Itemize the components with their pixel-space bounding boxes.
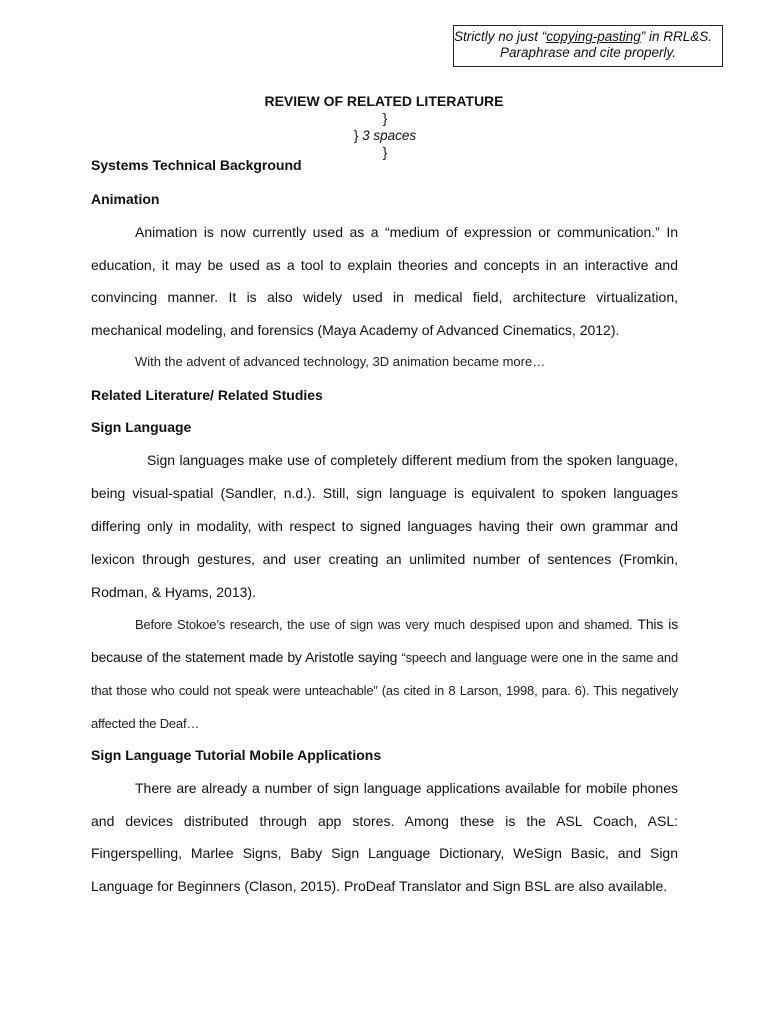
page-title: REVIEW OF RELATED LITERATURE — [264, 93, 504, 109]
heading-systems-background: Systems Technical Background — [91, 157, 302, 173]
instruction-note-box — [453, 25, 723, 67]
paragraph-apps-1: There are already a number of sign language applications available for mobile phones and devices distributed through app stores. Among these is the ASL Coach, ASL: Fingerspelling, Marlee Signs, Baby Sign Language Dictionary, WeSign Basic, and Sign Language for Beginners (Clason, 2015). ProDeaf Translator and Sign BSL are also available. — [91, 780, 678, 895]
brace-top: } — [382, 111, 388, 126]
paragraph-sign-2: Before Stokoe’s research, the use of sign was very much despised upon and shamed. This is because of the statement made by Aristotle saying “speech and language were one in the same and that those who could not speak were unteachable” (as cited in 8 Larson, 1998, para. 6). This negatively affected the Deaf… — [91, 616, 678, 731]
heading-related-literature: Related Literature/ Related Studies — [91, 387, 323, 403]
instruction-line-2: Paraphrase and cite properly. — [499, 45, 677, 60]
paragraph-animation-1: Animation is now currently used as a “medium of expression or communication.” In education, it may be used as a tool to explain theories and concepts in an interactive and convincing manner. It is also widely used in medical field, architecture virtualization, mechanical modeling, and forensics (Maya Academy of Advanced Cinematics, 2012). — [91, 224, 678, 339]
instruction-line-1: Strictly no just “copying-pasting” in RRL&S. — [453, 29, 713, 44]
paragraph-animation-2: With the advent of advanced technology, 3D animation became more… — [135, 354, 546, 369]
heading-tutorial-apps: Sign Language Tutorial Mobile Applications — [91, 747, 382, 763]
spacing-label: 3 spaces — [362, 128, 417, 143]
paragraph-sign-1: Sign languages make use of completely different medium from the spoken language, being visual-spatial (Sandler, n.d.). Still, sign language is equivalent to spoken languages differing only in modality, with respect to signed languages having their own grammar and lexicon through gestures, and user creating an unlimited number of sentences (Fromkin, Rodman, & Hyams, 2013). — [91, 452, 678, 600]
brace-mid: } — [353, 128, 359, 143]
copying-pasting-emphasis: copying-pasting — [546, 29, 641, 44]
heading-sign-language: Sign Language — [91, 419, 192, 435]
spacing-annotation — [340, 110, 430, 161]
heading-animation: Animation — [91, 191, 160, 207]
brace-bottom: } — [382, 145, 388, 160]
